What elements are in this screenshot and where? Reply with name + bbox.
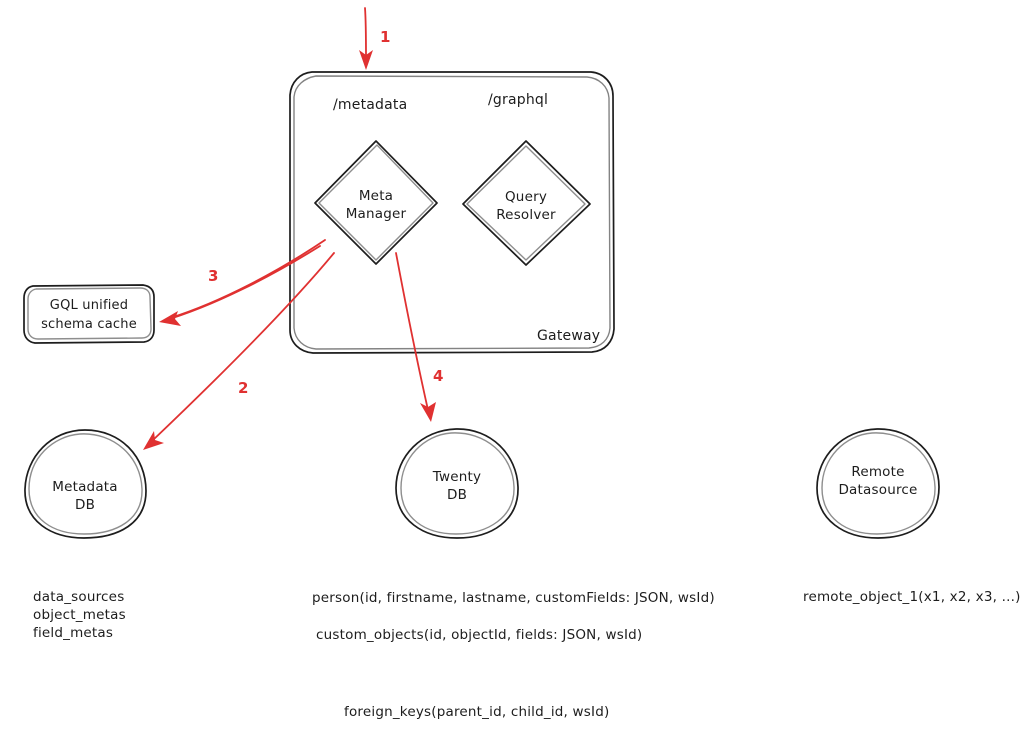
twenty-db-label-line1: Twenty: [432, 468, 482, 485]
remote-datasource-label-line2: Datasource: [838, 481, 918, 498]
remote-datasource-label-line1: Remote: [851, 463, 905, 480]
meta-manager-label-line2: Manager: [345, 205, 407, 222]
metadata-db-schema-line-2: object_metas: [33, 607, 126, 623]
metadata-route-label: /metadata: [333, 97, 408, 113]
cache-box-label-line1: GQL unified: [49, 298, 129, 314]
twenty-db-schema-line-2: custom_objects(id, objectId, fields: JSON, wsId): [316, 627, 643, 643]
metadata-db-schema-line-1: data_sources: [33, 589, 125, 605]
twenty-db-label-line2: DB: [446, 486, 468, 503]
query-resolver-label-line1: Query: [504, 188, 548, 205]
query-resolver-label-line2: Resolver: [496, 206, 556, 223]
arrow-label-4: 4: [433, 367, 444, 385]
graphql-route-label: /graphql: [488, 92, 549, 108]
shared-schema-line-1: foreign_keys(parent_id, child_id, wsId): [344, 704, 610, 720]
twenty-db-schema-line-1: person(id, firstname, lastname, customFields: JSON, wsId): [312, 590, 715, 606]
arrow-label-3: 3: [208, 267, 219, 285]
cache-box-label-line2: schema cache: [41, 317, 137, 333]
remote-datasource-schema-line-1: remote_object_1(x1, x2, x3, ...): [803, 589, 1021, 605]
metadata-db-label-line1: Metadata: [52, 478, 118, 495]
gateway-label: Gateway: [537, 328, 601, 344]
arrow-1: [359, 8, 373, 70]
arrow-4: [396, 253, 436, 422]
arrow-label-2: 2: [238, 379, 249, 397]
metadata-db-label-line2: DB: [74, 496, 96, 513]
arrow-label-1: 1: [380, 28, 391, 46]
meta-manager-label-line1: Meta: [358, 187, 394, 204]
metadata-db-schema-line-3: field_metas: [33, 625, 114, 641]
arrow-3: [159, 240, 325, 326]
